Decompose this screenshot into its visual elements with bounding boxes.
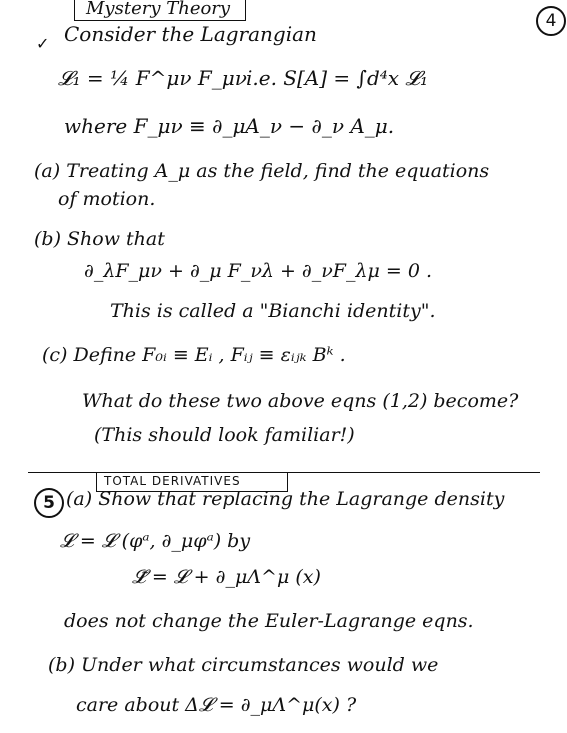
action-equation: i.e. S[A] = ∫d⁴x 𝓛₁ xyxy=(246,66,428,90)
bianchi-equation: ∂_λF_μν + ∂_μ F_νλ + ∂_νF_λμ = 0 . xyxy=(84,260,433,282)
problem-number: 5 xyxy=(43,493,55,513)
part-b-question: (b) Show that xyxy=(34,228,165,250)
part-5a-question-line2: does not change the Euler-Lagrange eqns. xyxy=(64,610,474,632)
field-strength-definition: where F_μν ≡ ∂_μA_ν − ∂_ν A_μ. xyxy=(64,114,395,138)
shifted-lagrangian: 𝓛̃ = 𝓛 + ∂_μΛ^μ (x) xyxy=(132,566,321,588)
section-5-title: TOTAL DERIVATIVES xyxy=(104,474,241,488)
page-number-badge xyxy=(536,6,566,36)
part-c-definition: (c) Define F₀ᵢ ≡ Eᵢ , Fᵢⱼ ≡ εᵢⱼₖ Bᵏ . xyxy=(42,344,346,366)
part-c-question: What do these two above eqns (1,2) become? xyxy=(82,390,519,412)
page-number: 4 xyxy=(545,11,557,31)
part-c-hint: (This should look familiar!) xyxy=(94,424,355,446)
section-title: Mystery Theory xyxy=(86,0,231,19)
part-a-question-line2: of motion. xyxy=(58,188,156,210)
part-a-question-line1: (a) Treating A_μ as the field, find the equations xyxy=(34,160,490,182)
part-5b-question-line2: care about Δ𝓛 = ∂_μΛ^μ(x) ? xyxy=(76,694,357,716)
intro-text: Consider the Lagrangian xyxy=(64,22,317,46)
problem-number-badge xyxy=(34,488,64,518)
original-lagrangian: 𝓛 = 𝓛 (φᵃ, ∂_μφᵃ) by xyxy=(60,530,251,552)
checkmark-icon: ✓ xyxy=(36,34,50,53)
bianchi-note: This is called a "Bianchi identity". xyxy=(110,300,436,322)
part-5a-question-line1: (a) Show that replacing the Lagrange density xyxy=(66,488,505,510)
lagrangian-equation: 𝓛₁ = ¼ F^μν F_μν xyxy=(58,66,247,90)
part-5b-question-line1: (b) Under what circumstances would we xyxy=(48,654,439,676)
